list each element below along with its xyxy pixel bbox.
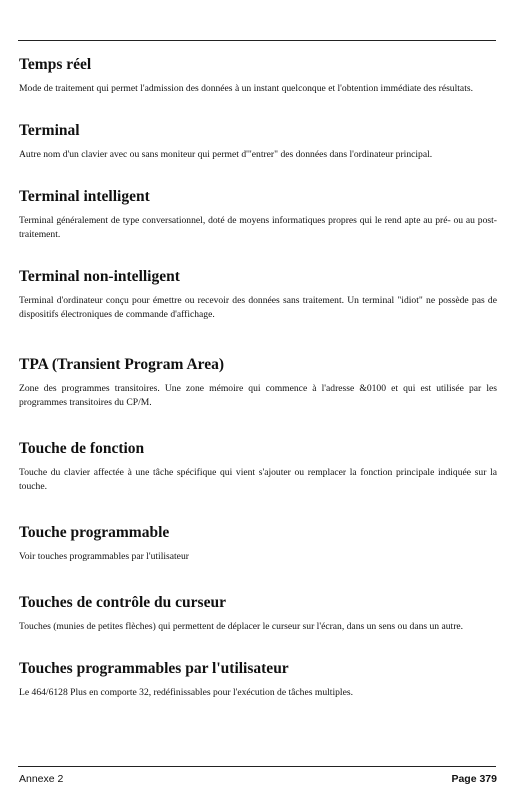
glossary-entry-touches-programmables-utilisateur — [19, 660, 497, 700]
entry-definition: Mode de traitement qui permet l'admission des données à un instant quelconque et l'obtention immédiate des résultats. — [19, 83, 473, 94]
glossary-entries — [19, 56, 497, 700]
bottom-rule — [18, 766, 496, 767]
glossary-entry-touche-programmable — [19, 524, 497, 564]
top-rule — [18, 40, 496, 41]
entry-definition: Autre nom d'un clavier avec ou sans moniteur qui permet d'"entrer" des données dans l'ordinateur principal. — [19, 149, 433, 160]
footer-page-number: Page 379 — [451, 773, 497, 785]
entry-term: TPA (Transient Program Area) — [19, 356, 225, 373]
entry-term: Touche de fonction — [19, 440, 145, 457]
glossary-entry-temps-reel — [19, 56, 497, 96]
entry-definition: Terminal généralement de type conversationnel, doté de moyens informatiques propres qui le rend apte au pré- ou au post-traitement. — [19, 215, 497, 240]
entry-term: Temps réel — [19, 56, 92, 73]
entry-term: Touches programmables par l'utilisateur — [19, 660, 289, 677]
entry-definition: Voir touches programmables par l'utilisateur — [19, 551, 189, 562]
glossary-entry-tpa — [19, 356, 497, 410]
entry-definition: Zone des programmes transitoires. Une zone mémoire qui commence à l'adresse &0100 et qui est utilisée par les programmes transitoires du CP/M. — [19, 383, 497, 408]
entry-term: Terminal intelligent — [19, 188, 150, 205]
entry-definition: Touches (munies de petites flèches) qui permettent de déplacer le curseur sur l'écran, dans un sens ou dans un autre. — [19, 621, 464, 632]
glossary-entry-touches-controle-curseur — [19, 594, 497, 634]
glossary-entry-touche-de-fonction — [19, 440, 497, 494]
entry-term: Touche programmable — [19, 524, 170, 541]
entry-definition: Terminal d'ordinateur conçu pour émettre ou recevoir des données sans traitement. Un terminal "idiot" ne possède pas de dispositifs électroniques de commande d'affichage. — [19, 295, 497, 320]
glossary-entry-terminal — [19, 122, 497, 162]
footer-section: Annexe 2 — [19, 773, 64, 785]
entry-term: Terminal — [19, 122, 80, 139]
entry-term: Touches de contrôle du curseur — [19, 594, 226, 611]
glossary-entry-terminal-non-intelligent — [19, 268, 497, 322]
entry-term: Terminal non-intelligent — [19, 268, 180, 285]
entry-definition: Le 464/6128 Plus en comporte 32, redéfinissables pour l'exécution de tâches multiples. — [19, 687, 353, 698]
glossary-entry-terminal-intelligent — [19, 188, 497, 242]
entry-definition: Touche du clavier affectée à une tâche spécifique qui vient s'ajouter ou remplacer la fonction principale indiquée sur la touche. — [19, 467, 497, 492]
